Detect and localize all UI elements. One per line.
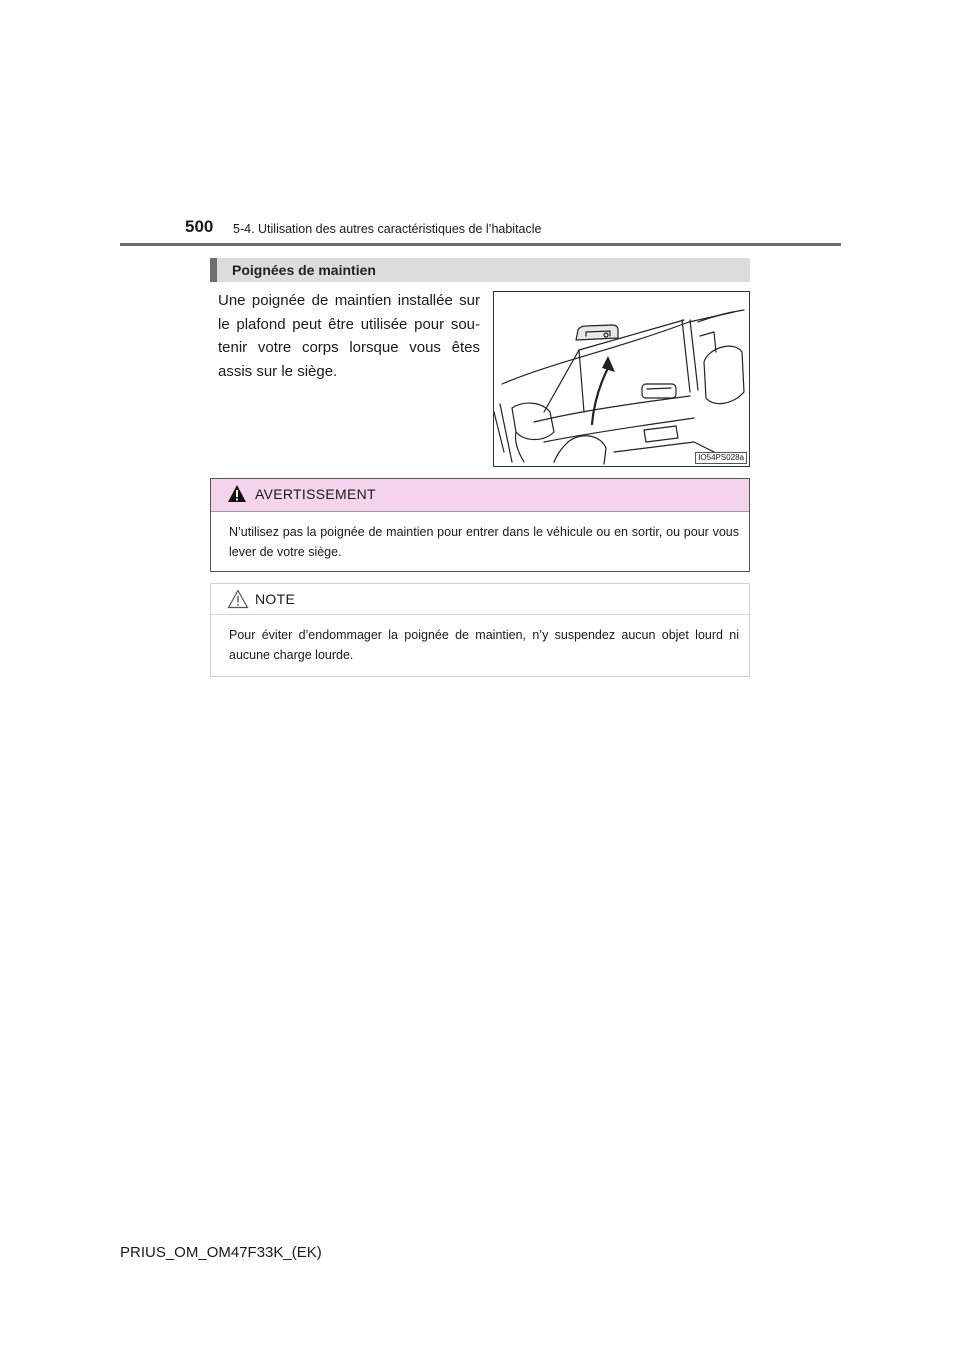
figure-code: IO54PS028a bbox=[695, 452, 747, 464]
note-box bbox=[210, 583, 750, 677]
note-text: Pour éviter d’endommager la poignée de maintien, n’y suspendez aucun objet lourd ni aucune charge lourde. bbox=[229, 628, 739, 662]
car-interior-drawing bbox=[494, 292, 749, 466]
section-title: Poignées de maintien bbox=[232, 262, 376, 278]
chapter-title: 5-4. Utilisation des autres caractéristiques de l’habitacle bbox=[233, 222, 542, 236]
assist-grip-illustration bbox=[493, 291, 750, 467]
note-label: NOTE bbox=[255, 591, 296, 607]
section-heading-bar bbox=[210, 258, 750, 282]
warning-box bbox=[210, 478, 750, 572]
page-number: 500 bbox=[185, 217, 214, 236]
warning-label: AVERTISSEMENT bbox=[255, 486, 376, 502]
caution-triangle-outline-icon bbox=[227, 589, 249, 609]
intro-paragraph: Une poignée de maintien installée sur le plafond peut être utilisée pour sou-tenir votre corps lorsque vous êtes assis sur le siège. bbox=[218, 292, 480, 380]
header-rule bbox=[120, 243, 841, 246]
warning-triangle-icon bbox=[227, 484, 247, 503]
warning-text: N’utilisez pas la poignée de maintien pour entrer dans le véhicule ou en sortir, ou pour vous lever de votre siège. bbox=[229, 525, 739, 559]
warning-header bbox=[211, 479, 749, 512]
document-code: PRIUS_OM_OM47F33K_(EK) bbox=[120, 1244, 322, 1261]
note-header bbox=[211, 584, 749, 615]
